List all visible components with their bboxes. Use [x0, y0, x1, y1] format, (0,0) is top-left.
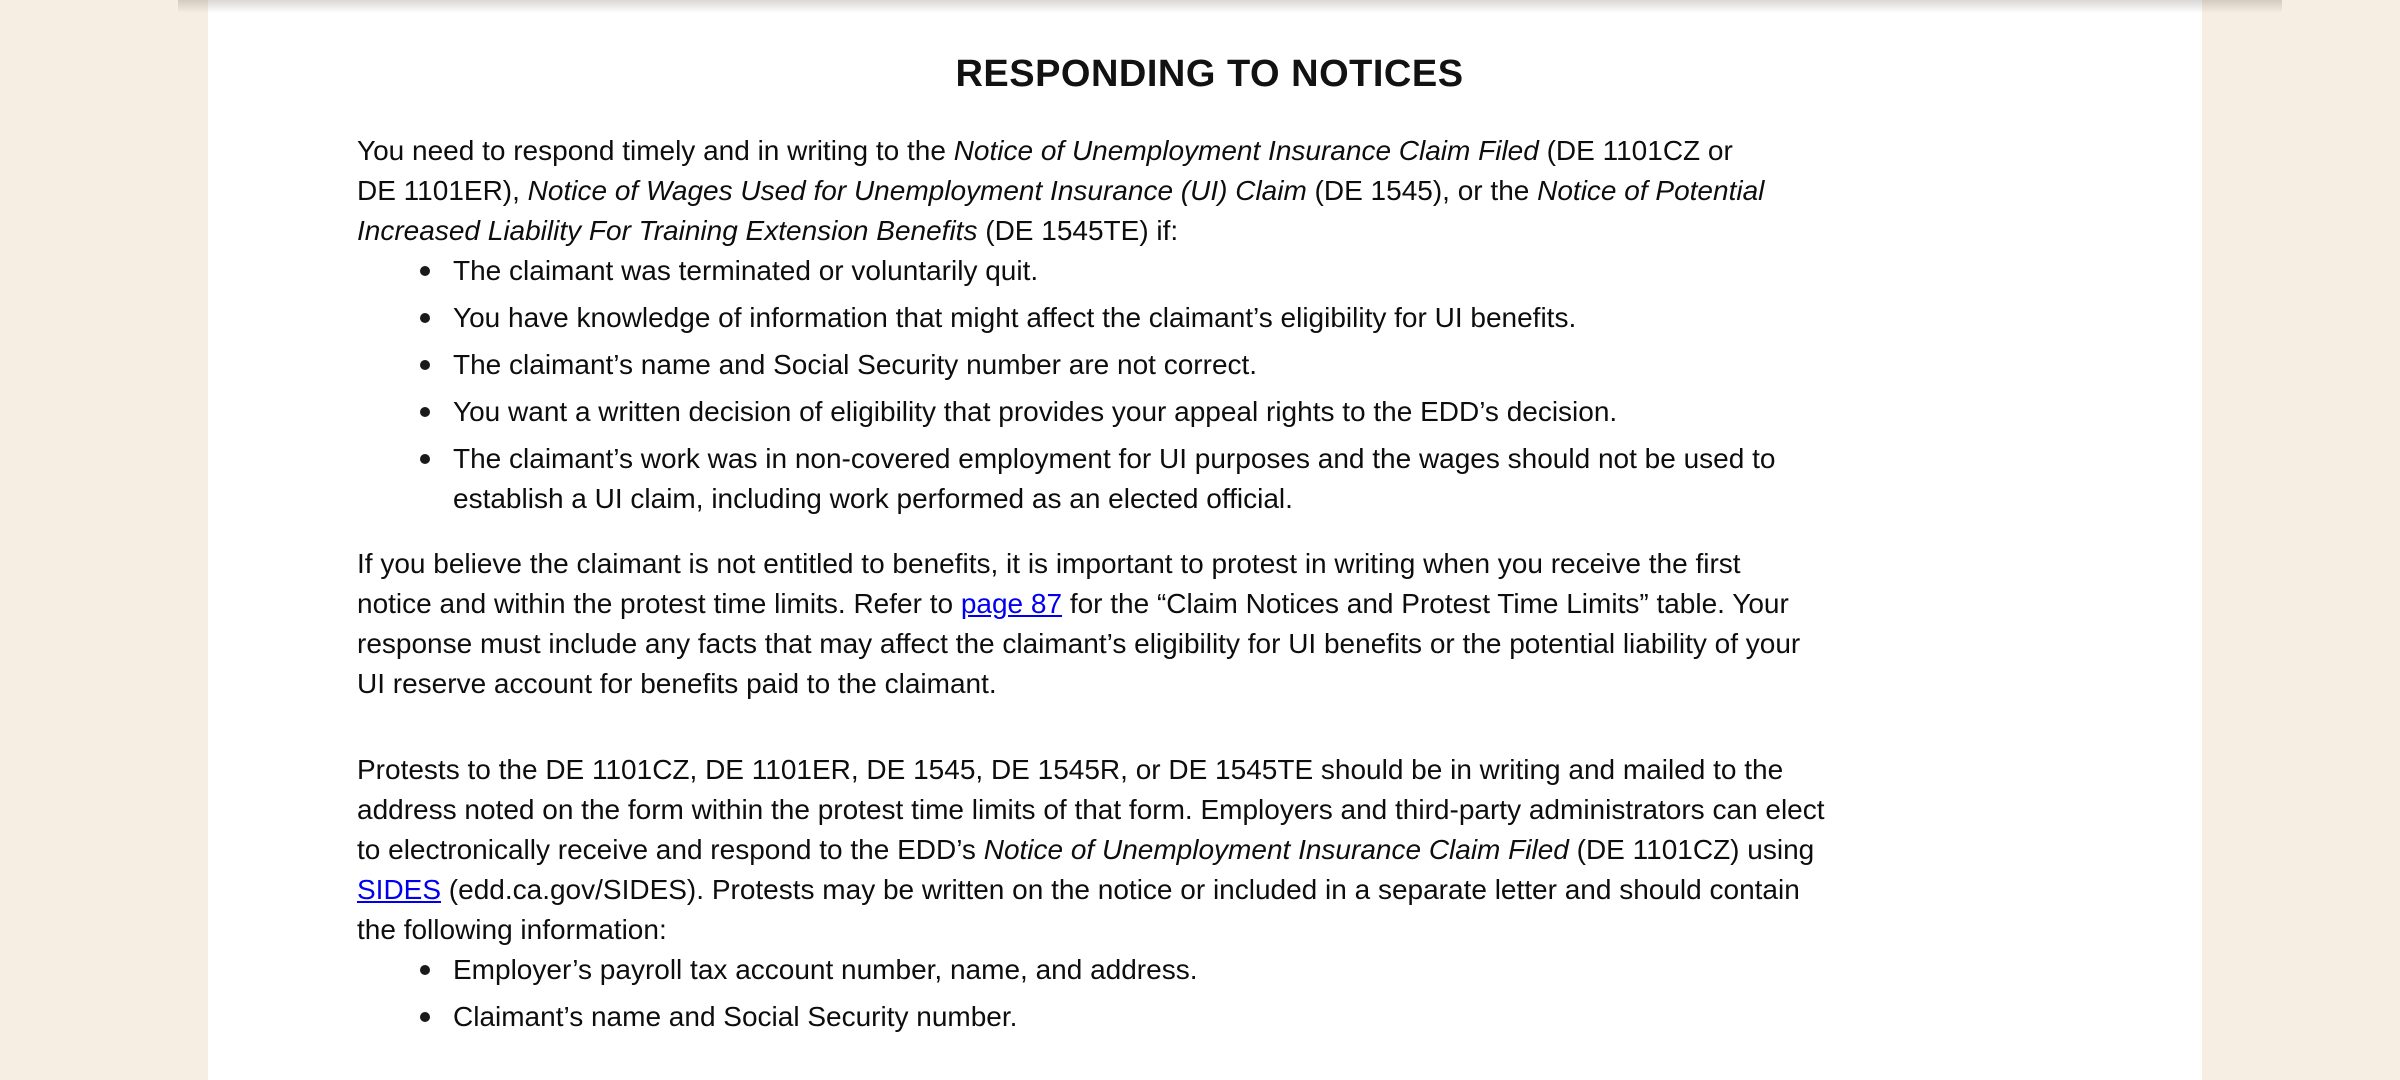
text-segment: (DE 1545), or the — [1306, 175, 1538, 206]
text-segment: Notice of Potential — [1537, 175, 1765, 206]
text-segment: the following information: — [357, 914, 667, 945]
bullet-icon — [420, 1012, 430, 1022]
text-segment: Notice of Wages Used for Unemployment Insurance (UI) Claim — [527, 175, 1307, 206]
text-segment: You have knowledge of information that might affect the claimant’s eligibility for UI benefits. — [453, 302, 1577, 333]
text-line — [453, 345, 2062, 385]
text-line — [357, 870, 2062, 910]
text-segment: notice and within the protest time limits. Refer to — [357, 588, 961, 619]
notice-reasons-list — [357, 251, 2062, 519]
text-segment: response must include any facts that may affect the claimant’s eligibility for UI benefits or the potential liability of your — [357, 628, 1801, 659]
bullet-icon — [420, 360, 430, 370]
page-top-shadow — [178, 0, 2282, 13]
list-item — [357, 439, 2062, 519]
page-87-link[interactable]: page 87 — [960, 588, 1063, 619]
page-title: RESPONDING TO NOTICES — [955, 53, 1464, 95]
text-segment: establish a UI claim, including work performed as an elected official. — [453, 483, 1293, 514]
text-line — [357, 584, 2062, 624]
text-line — [453, 439, 2062, 479]
document-page — [208, 0, 2202, 1080]
document-content — [208, 50, 2062, 1037]
protest-paragraph — [357, 544, 2062, 704]
bullet-icon — [420, 407, 430, 417]
text-line — [357, 664, 2062, 704]
text-segment: for the “Claim Notices and Protest Time Limits” table. Your — [1062, 588, 1789, 619]
text-segment: address noted on the form within the protest time limits of that form. Employers and third-party administrators can elect — [357, 794, 1825, 825]
text-segment: The claimant’s work was in non-covered employment for UI purposes and the wages should not be used to — [453, 443, 1776, 474]
text-segment: The claimant’s name and Social Security number are not correct. — [453, 349, 1258, 380]
text-segment: (DE 1545TE) if: — [977, 215, 1179, 246]
sides-paragraph — [357, 750, 2062, 950]
text-segment: Employer’s payroll tax account number, name, and address. — [453, 954, 1198, 985]
text-segment: The claimant was terminated or voluntarily quit. — [453, 255, 1039, 286]
text-segment: Notice of Unemployment Insurance Claim Filed — [953, 135, 1539, 166]
list-item — [357, 392, 2062, 432]
text-line — [453, 479, 2062, 519]
text-segment: Increased Liability For Training Extension Benefits — [357, 215, 978, 246]
bullet-icon — [420, 313, 430, 323]
list-item — [357, 251, 2062, 291]
bullet-icon — [420, 965, 430, 975]
text-line — [357, 624, 2062, 664]
text-segment: DE 1101ER), — [357, 175, 528, 206]
text-segment: (DE 1101CZ) using — [1568, 834, 1815, 865]
text-line — [357, 171, 2062, 211]
text-line — [453, 950, 2062, 990]
text-segment: (edd.ca.gov/SIDES). Protests may be written on the notice or included in a separate letter and should contain — [441, 874, 1800, 905]
bullet-icon — [420, 266, 430, 276]
text-line — [453, 997, 2062, 1037]
text-line — [357, 131, 2062, 171]
text-segment: to electronically receive and respond to the EDD’s — [357, 834, 984, 865]
text-line — [453, 298, 2062, 338]
text-segment: UI reserve account for benefits paid to the claimant. — [357, 668, 997, 699]
list-item — [357, 298, 2062, 338]
list-item — [357, 997, 2062, 1037]
text-line — [453, 392, 2062, 432]
intro-paragraph — [357, 131, 2062, 251]
text-line — [357, 211, 2062, 251]
text-line — [453, 251, 2062, 291]
text-segment: If you believe the claimant is not entitled to benefits, it is important to protest in writing when you receive the first — [357, 548, 1741, 579]
text-segment: You want a written decision of eligibility that provides your appeal rights to the EDD’s decision. — [453, 396, 1618, 427]
bullet-icon — [420, 454, 430, 464]
list-item — [357, 950, 2062, 990]
sides-link[interactable]: SIDES — [357, 874, 442, 905]
text-line — [357, 790, 2062, 830]
protest-info-list — [357, 950, 2062, 1037]
text-line — [357, 830, 2062, 870]
document-sections — [357, 131, 2062, 1037]
text-segment: Claimant’s name and Social Security number. — [453, 1001, 1018, 1032]
list-item — [357, 345, 2062, 385]
text-line — [357, 544, 2062, 584]
text-segment: Notice of Unemployment Insurance Claim Filed — [983, 834, 1569, 865]
text-line — [357, 910, 2062, 950]
text-segment: You need to respond timely and in writing to the — [357, 135, 954, 166]
text-segment: Protests to the DE 1101CZ, DE 1101ER, DE 1545, DE 1545R, or DE 1545TE should be in writing and mailed to the — [357, 754, 1784, 785]
text-line — [357, 750, 2062, 790]
text-segment: (DE 1101CZ or — [1538, 135, 1733, 166]
